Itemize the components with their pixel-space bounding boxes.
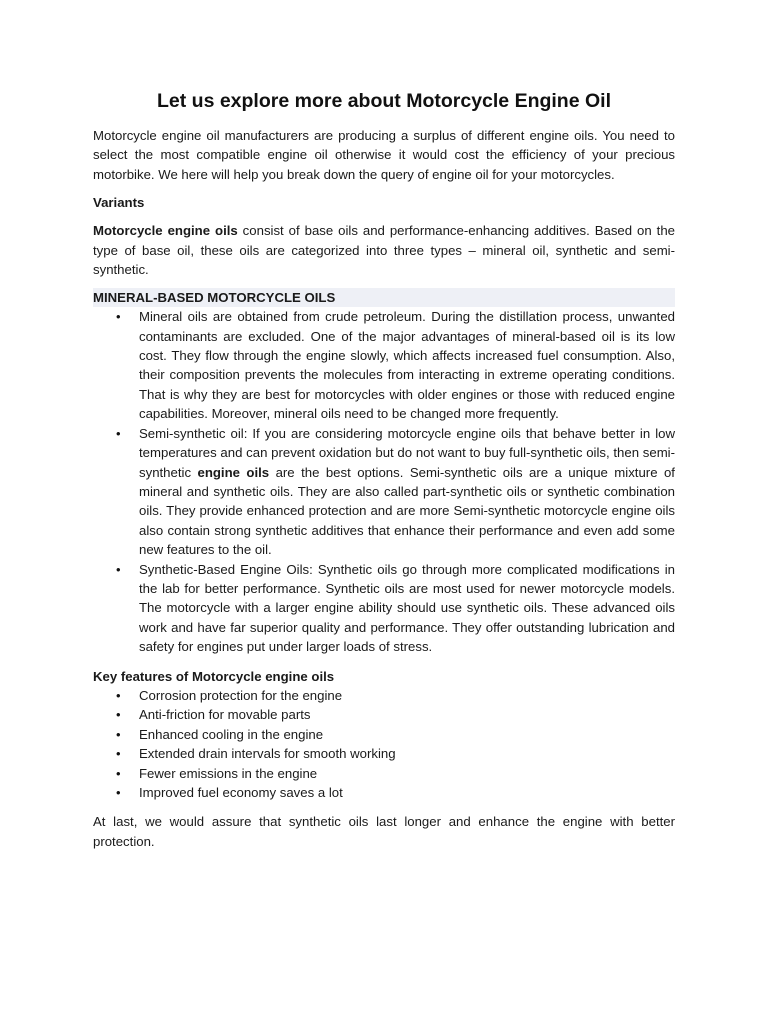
feature-text: Fewer emissions in the engine — [139, 765, 318, 781]
list-item-synthetic — [116, 560, 675, 657]
list-item — [116, 744, 675, 763]
list-item — [116, 764, 675, 783]
variants-text: consist of base oils and performance-enhancing additives. Based on the type of base oil, these oils are categorized into three types – mineral oil, synthetic and semi-synthetic. — [93, 223, 675, 277]
list-item — [116, 783, 675, 802]
feature-text: Corrosion protection for the engine — [139, 687, 343, 703]
variants-bold-term: Motorcycle engine oils — [93, 223, 238, 239]
feature-text: Improved fuel economy saves a lot — [139, 785, 343, 800]
variants-paragraph — [93, 221, 675, 279]
oil-types-list — [93, 307, 675, 656]
list-item-bold: engine oils — [197, 464, 270, 480]
features-heading: Key features of Motorcycle engine oils — [93, 668, 335, 684]
bullet-icon: • — [116, 561, 121, 577]
list-item-semi-synthetic — [116, 424, 675, 560]
intro-paragraph: Motorcycle engine oil manufacturers are producing a surplus of different engine oils. You need to select the most compatible engine oil otherwise it would cost the efficiency of your precious motorbike. We here will help you break down the query of engine oil for your motorcycles. — [93, 128, 675, 182]
conclusion-paragraph: At last, we would assure that synthetic oils last longer and enhance the engine with better protection. — [93, 814, 675, 849]
list-item-text: Semi-synthetic oil: If you are considering motorcycle engine oils that behave better in low temperatures and can prevent oxidation but do not want to buy full-synthetic oils, then semi-synthetic — [139, 425, 675, 480]
list-item — [116, 725, 675, 744]
feature-text: Enhanced cooling in the engine — [139, 726, 324, 742]
list-item-mineral — [116, 307, 675, 423]
list-item-text: Synthetic-Based Engine Oils: Synthetic oils go through more complicated modifications in the lab for better performance. Synthetic oils are most used for newer motorcycle models. The motorcycle with a larger engine ability should use synthetic oils. These advanced oils work and have far superior quality and performance. They offer outstanding lubrication and safety for engines put under larger loads of stress. — [139, 561, 675, 655]
mineral-heading: MINERAL-BASED MOTORCYCLE OILS — [93, 288, 675, 307]
feature-text: Extended drain intervals for smooth working — [139, 746, 396, 762]
list-item-text: are the best options. Semi-synthetic oils are a unique mixture of mineral and synthetic oils. They are also called part-synthetic oils or synthetic combination oils. They provide enhanced protection and are more Semi-synthetic motorcycle engine oils also contain strong synthetic additives that enhance their performance and even add some new features to the oil. — [139, 464, 675, 558]
bullet-icon: • — [116, 746, 121, 762]
page-title: Let us explore more about Motorcycle Engine Oil — [156, 90, 611, 112]
bullet-icon: • — [116, 765, 121, 781]
bullet-icon: • — [116, 687, 121, 703]
bullet-icon: • — [116, 726, 121, 742]
list-item — [116, 705, 675, 724]
features-list — [93, 686, 675, 802]
list-item-text: Mineral oils are obtained from crude petroleum. During the distillation process, unwanted contaminants are excluded. One of the major advantages of mineral-based oil is its low cost. They flow through the engine slowly, which affects increased fuel consumption. Also, their composition prevents the molecules from interacting in extreme operating conditions. That is why they are best for motorcycles with older engines or those with reduced engine capabilities. Moreover, mineral oils need to be changed more frequently. — [139, 309, 675, 422]
bullet-icon: • — [116, 707, 121, 723]
bullet-icon: • — [116, 309, 121, 325]
bullet-icon: • — [116, 425, 121, 441]
variants-heading: Variants — [93, 194, 145, 210]
feature-text: Anti-friction for movable parts — [139, 707, 311, 723]
bullet-icon: • — [116, 785, 121, 800]
list-item — [116, 686, 675, 705]
